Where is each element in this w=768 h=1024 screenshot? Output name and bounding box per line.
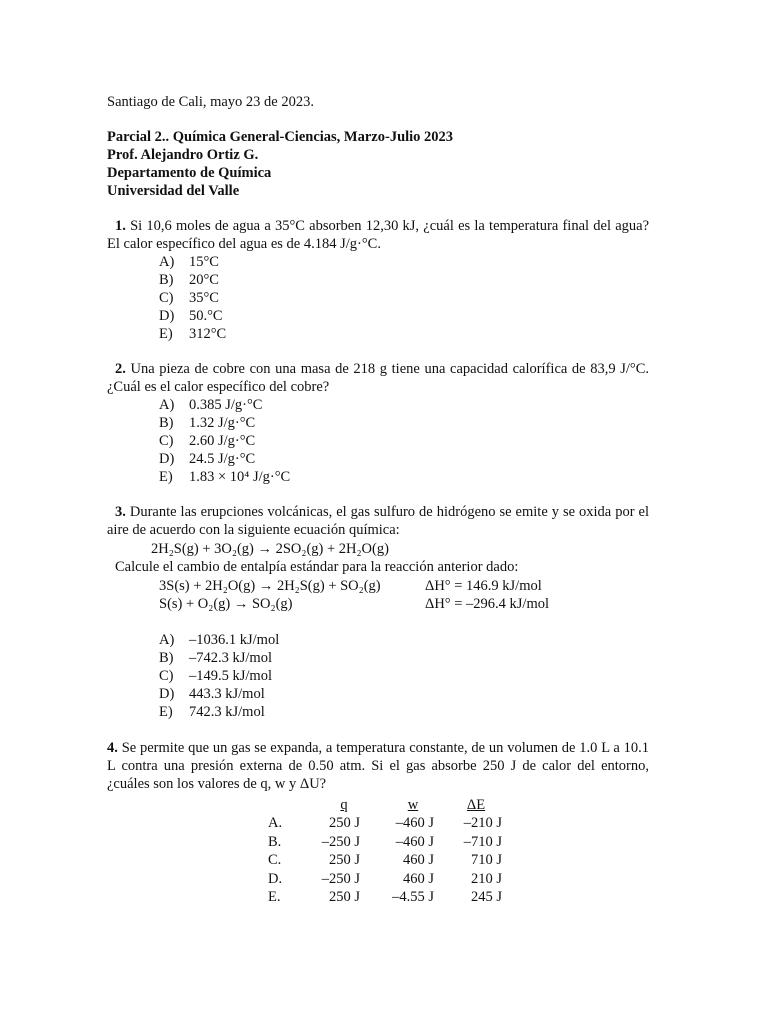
option-letter: B) (159, 650, 174, 666)
option-letter: A) (159, 397, 175, 413)
option-text: 2.60 J/g·°C (189, 433, 256, 449)
option-text: 1.32 J/g·°C (189, 415, 256, 431)
question-3-text: Durante las erupciones volcánicas, el gas sulfuro de hidrógeno se emite y se oxida por el aire de acuerdo con la siguiente ecuación química: (107, 504, 650, 538)
given-enthalpy-2: ΔH° = –296.4 kJ/mol (425, 596, 550, 612)
table-cell-q: 250 J (328, 889, 360, 905)
option-letter: C) (159, 290, 174, 306)
question-3 (107, 503, 649, 539)
question-2-number: 2. (115, 361, 126, 377)
option-letter: C) (159, 433, 174, 449)
table-cell-q: –250 J (321, 871, 360, 887)
table-row-letter: E. (268, 889, 281, 905)
table-row-letter: D. (268, 871, 283, 887)
table-cell-e: 210 J (470, 871, 502, 887)
question-1-text: Si 10,6 moles de agua a 35°C absorben 12,30 kJ, ¿cuál es la temperatura final del agua? El calor específico del agua es de 4.184 J/g·°C. (107, 218, 650, 252)
university-name: Universidad del Valle (107, 183, 240, 199)
table-row-letter: C. (268, 852, 282, 868)
option-text: 742.3 kJ/mol (189, 704, 265, 720)
table-cell-e: 245 J (470, 889, 502, 905)
course-title: Parcial 2.. Química General-Ciencias, Marzo-Julio 2023 (107, 129, 454, 145)
option-text: 20°C (189, 272, 219, 288)
option-letter: D) (159, 686, 175, 702)
option-letter: C) (159, 668, 174, 684)
option-text: –149.5 kJ/mol (189, 668, 272, 684)
option-text: 1.83 × 10⁴ J/g·°C (189, 469, 291, 485)
table-cell-q: 250 J (328, 852, 360, 868)
date-line: Santiago de Cali, mayo 23 de 2023. (107, 94, 314, 110)
question-4-number: 4. (107, 740, 118, 756)
question-1 (107, 217, 649, 253)
table-cell-w: –460 J (395, 815, 434, 831)
option-text: 0.385 J/g·°C (189, 397, 263, 413)
table-cell-w: –460 J (395, 834, 434, 850)
option-text: –742.3 kJ/mol (189, 650, 272, 666)
table-header-e: ΔE (466, 797, 486, 813)
option-text: 312°C (189, 326, 227, 342)
main-equation: 2H₂S(g) + 3O₂(g) → 2SO₂(g) + 2H₂O(g) (151, 541, 389, 557)
question-2 (107, 360, 649, 396)
option-letter: A) (159, 254, 175, 270)
option-text: 50.°C (189, 308, 223, 324)
question-2-text: Una pieza de cobre con una masa de 218 g tiene una capacidad calorífica de 83,9 J/°C. ¿Cuál es el calor específico del cobre? (107, 361, 649, 395)
professor-name: Prof. Alejandro Ortiz G. (107, 147, 259, 163)
table-cell-e: –710 J (463, 834, 502, 850)
question-1-number: 1. (115, 218, 126, 234)
question-4 (107, 739, 649, 793)
table-cell-e: 710 J (470, 852, 502, 868)
table-header-q: q (340, 797, 348, 813)
option-letter: D) (159, 308, 175, 324)
option-letter: E) (159, 326, 173, 342)
table-cell-w: –4.55 J (392, 889, 434, 905)
department-name: Departamento de Química (107, 165, 272, 181)
table-row-letter: B. (268, 834, 282, 850)
option-letter: B) (159, 272, 174, 288)
option-text: –1036.1 kJ/mol (189, 632, 280, 648)
question-4-text: Se permite que un gas se expanda, a temperatura constante, de un volumen de 1.0 L a 10.1 L contra una presión externa de 0.50 atm. Si el gas absorbe 250 J de calor del entorno, ¿cuáles son los valores de q, w y ΔU? (107, 740, 649, 792)
answer-table (268, 796, 508, 906)
table-header-w: w (407, 797, 419, 813)
question-3-number: 3. (115, 504, 126, 520)
table-cell-w: 460 J (402, 852, 434, 868)
question-3-instruction: Calcule el cambio de entalpía estándar para la reacción anterior dado: (115, 559, 519, 575)
table-row-letter: A. (268, 815, 283, 831)
given-enthalpy-1: ΔH° = 146.9 kJ/mol (425, 578, 542, 594)
table-cell-q: 250 J (328, 815, 360, 831)
given-reaction-1: 3S(s) + 2H₂O(g) → 2H₂S(g) + SO₂(g) (159, 578, 381, 594)
option-text: 443.3 kJ/mol (189, 686, 265, 702)
option-text: 35°C (189, 290, 219, 306)
option-letter: E) (159, 704, 173, 720)
table-cell-e: –210 J (463, 815, 502, 831)
table-cell-w: 460 J (402, 871, 434, 887)
option-letter: A) (159, 632, 175, 648)
option-text: 15°C (189, 254, 219, 270)
given-reaction-2: S(s) + O₂(g) → SO₂(g) (159, 596, 293, 612)
option-text: 24.5 J/g·°C (189, 451, 256, 467)
option-letter: D) (159, 451, 175, 467)
option-letter: B) (159, 415, 174, 431)
table-cell-q: –250 J (321, 834, 360, 850)
option-letter: E) (159, 469, 173, 485)
